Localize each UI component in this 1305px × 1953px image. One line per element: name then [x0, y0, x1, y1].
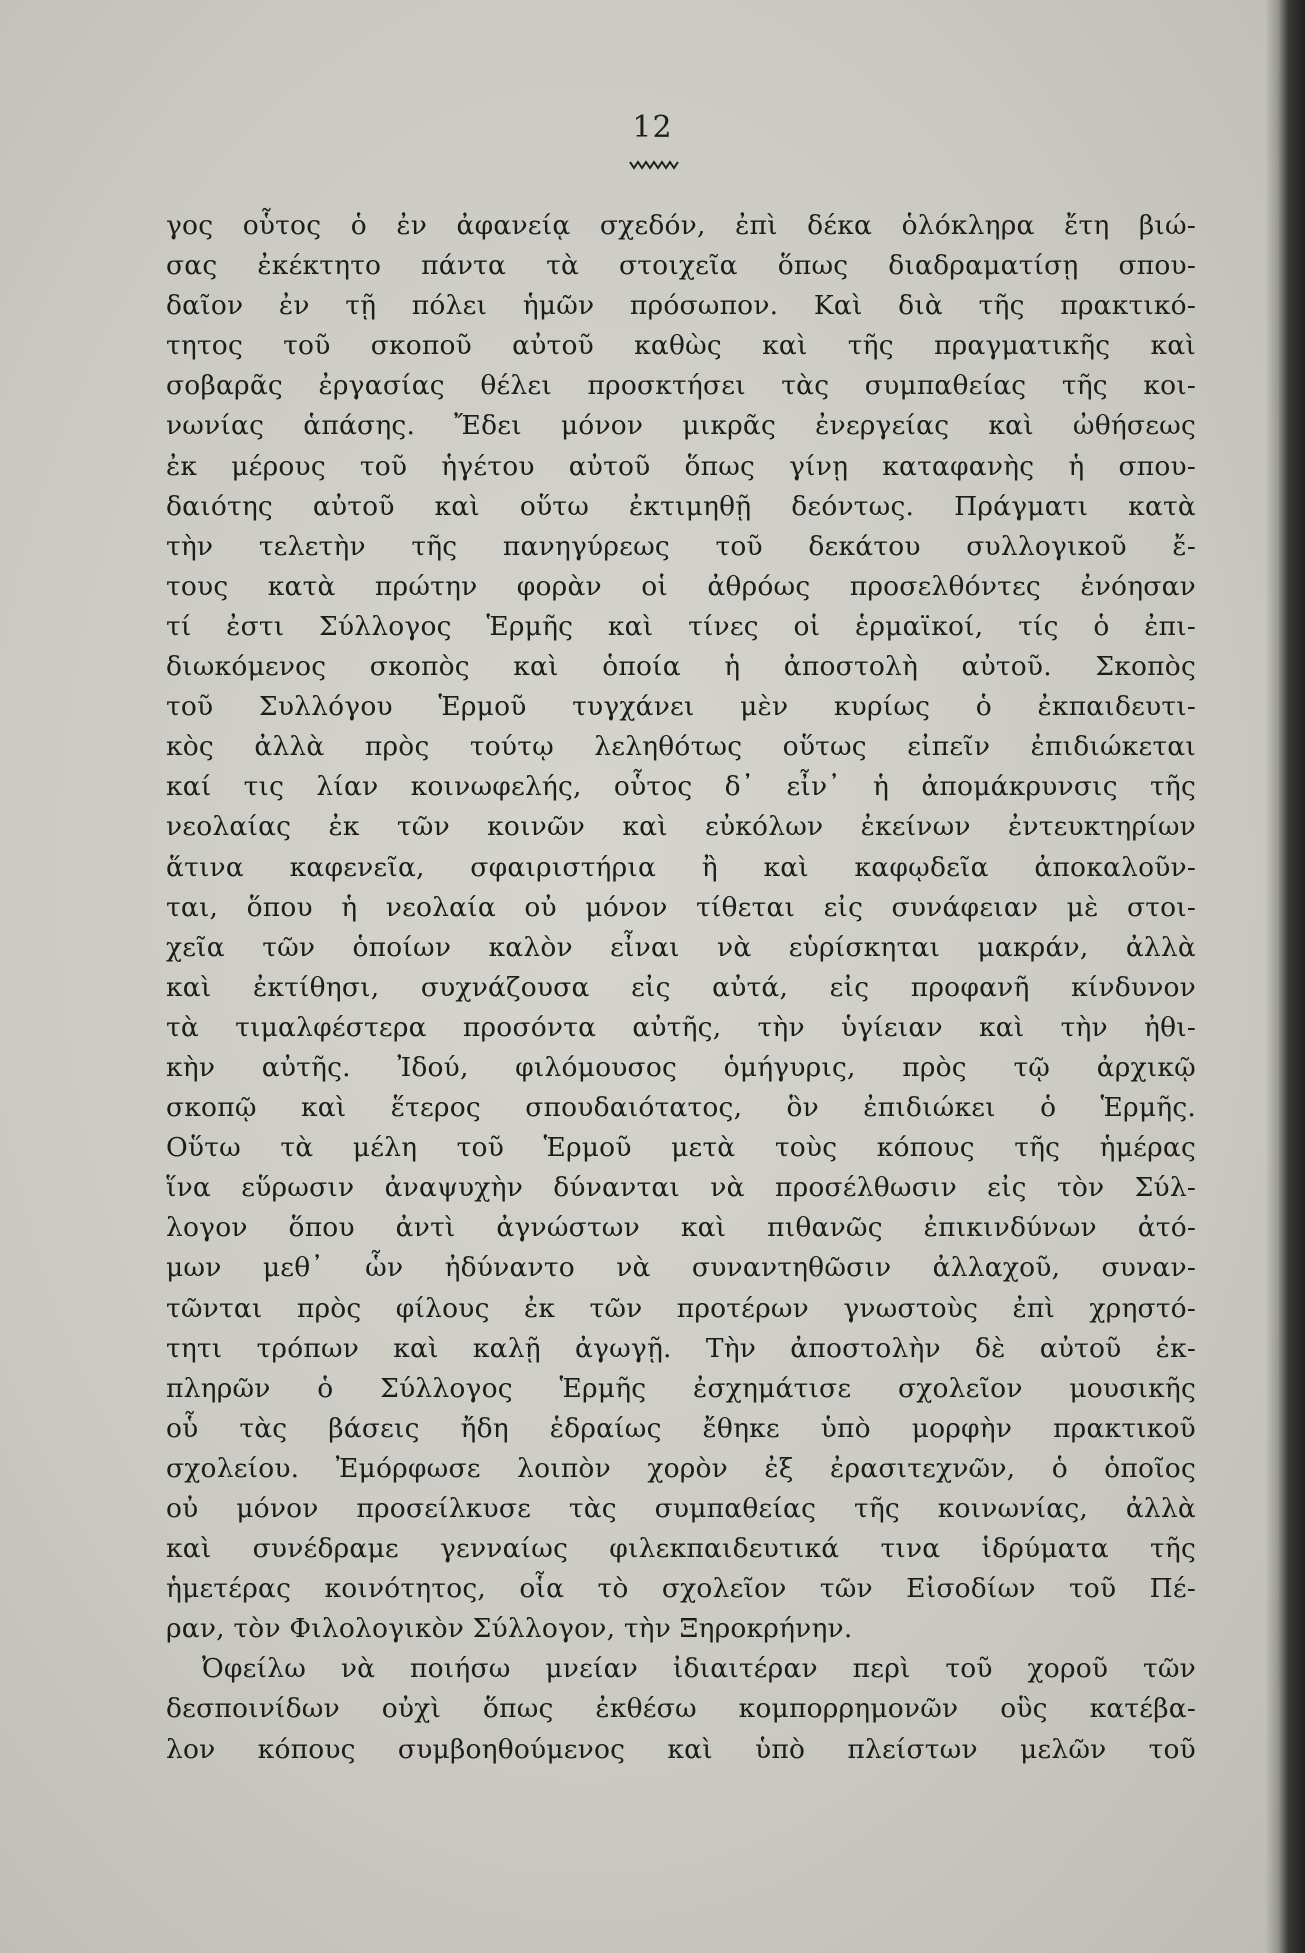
text-line: τους κατὰ πρώτην φορὰν οἱ ἀθρόως προσελθόντες ἐνόησαν: [166, 570, 1196, 602]
page-edge-shadow: [1265, 0, 1279, 1953]
text-line: τητι τρόπων καὶ καλῇ ἀγωγῇ. Τὴν ἀποστολὴν δὲ αὐτοῦ ἐκ-: [166, 1332, 1196, 1364]
text-line: ἐκ μέρους τοῦ ἡγέτου αὐτοῦ ὅπως γίνῃ καταφανὴς ἡ σπου-: [166, 450, 1196, 482]
text-line: ται, ὅπου ἡ νεολαία οὐ μόνον τίθεται εἰς συνάφειαν μὲ στοι-: [166, 891, 1196, 923]
wavy-rule-icon: [629, 158, 679, 170]
text-line: ἅτινα καφενεῖα, σφαιριστήρια ἢ καὶ καφῳδεῖα ἀποκαλοῦν-: [166, 851, 1196, 883]
text-line: μων μεθ᾿ ὧν ἠδύναντο νὰ συναντηθῶσιν ἀλλαχοῦ, συναν-: [166, 1252, 1196, 1284]
text-line: κὴν αὐτῆς. Ἰδού, φιλόμουσος ὁμήγυρις, πρὸς τῷ ἀρχικῷ: [166, 1051, 1196, 1083]
body-text: [166, 206, 1196, 1770]
text-line: ραν, τὸν Φιλολογικὸν Σύλλογον, τὴν Ξηροκρήνην.: [166, 1613, 853, 1645]
text-line: νωνίας ἁπάσης. Ἔδει μόνον μικρᾶς ἐνεργείας καὶ ὠθήσεως: [166, 410, 1196, 442]
text-line: πληρῶν ὁ Σύλλογος Ἑρμῆς ἐσχημάτισε σχολεῖον μουσικῆς: [166, 1372, 1196, 1404]
text-line: καὶ συνέδραμε γενναίως φιλεκπαιδευτικά τινα ἱδρύματα τῆς: [166, 1533, 1196, 1565]
text-line: κὸς ἀλλὰ πρὸς τούτῳ λεληθότως οὕτως εἰπεῖν ἐπιδιώκεται: [166, 731, 1196, 763]
text-line: σας ἐκέκτητο πάντα τὰ στοιχεῖα ὅπως διαδραματίσῃ σπου-: [166, 250, 1196, 282]
text-line: δεσποινίδων οὐχὶ ὅπως ἐκθέσω κομπορρημονῶν οὓς κατέβα-: [166, 1693, 1196, 1725]
text-line: τὴν τελετὴν τῆς πανηγύρεως τοῦ δεκάτου συλλογικοῦ ἔ-: [166, 530, 1196, 562]
text-line: δαιότης αὐτοῦ καὶ οὕτω ἐκτιμηθῇ δεόντως. Πράγματι κατὰ: [166, 490, 1196, 522]
text-line: λογον ὅπου ἀντὶ ἀγνώστων καὶ πιθανῶς ἐπικινδύνων ἀτό-: [166, 1212, 1196, 1244]
text-line: ἡμετέρας κοινότητος, οἷα τὸ σχολεῖον τῶν Εἰσοδίων τοῦ Πέ-: [166, 1573, 1196, 1605]
text-line: τῶνται πρὸς φίλους ἐκ τῶν προτέρων γνωστοὺς ἐπὶ χρηστό-: [166, 1292, 1196, 1324]
text-line: σχολείου. Ἐμόρφωσε λοιπὸν χορὸν ἐξ ἐρασιτεχνῶν, ὁ ὁποῖος: [166, 1452, 1196, 1484]
text-line: καί τις λίαν κοινωφελής, οὗτος δ᾿ εἶν᾿ ἡ ἀπομάκρυνσις τῆς: [166, 771, 1196, 803]
text-line: λον κόπους συμβοηθούμενος καὶ ὑπὸ πλείστων μελῶν τοῦ: [166, 1733, 1196, 1765]
text-line: ἵνα εὕρωσιν ἀναψυχὴν δύνανται νὰ προσέλθωσιν εἰς τὸν Σύλ-: [166, 1172, 1196, 1204]
text-line: οὗ τὰς βάσεις ἤδη ἑδραίως ἔθηκε ὑπὸ μορφὴν πρακτικοῦ: [166, 1412, 1196, 1444]
text-line: καὶ ἐκτίθησι, συχνάζουσα εἰς αὐτά, εἰς προφανῆ κίνδυνον: [166, 971, 1196, 1003]
text-line: σκοπῷ καὶ ἕτερος σπουδαιότατος, ὃν ἐπιδιώκει ὁ Ἑρμῆς.: [166, 1092, 1196, 1124]
text-line: σοβαρᾶς ἐργασίας θέλει προσκτήσει τὰς συμπαθείας τῆς κοι-: [166, 370, 1196, 402]
text-line: Οὕτω τὰ μέλη τοῦ Ἑρμοῦ μετὰ τοὺς κόπους τῆς ἡμέρας: [166, 1132, 1196, 1164]
text-line: τί ἐστι Σύλλογος Ἑρμῆς καὶ τίνες οἱ ἑρμαϊκοί, τίς ὁ ἐπι-: [166, 610, 1196, 642]
text-line: τὰ τιμαλφέστερα προσόντα αὐτῆς, τὴν ὑγίειαν καὶ τὴν ἠθι-: [166, 1011, 1196, 1043]
page-number: 12: [632, 110, 673, 145]
text-line: δαῖον ἐν τῇ πόλει ἡμῶν πρόσωπον. Καὶ διὰ τῆς πρακτικό-: [166, 290, 1196, 322]
text-line: χεῖα τῶν ὁποίων καλὸν εἶναι νὰ εὑρίσκηται μακράν, ἀλλὰ: [166, 931, 1196, 963]
text-line: Ὀφείλω νὰ ποιήσω μνείαν ἰδιαιτέραν περὶ τοῦ χοροῦ τῶν: [202, 1653, 1196, 1685]
text-line: τητος τοῦ σκοποῦ αὐτοῦ καθὼς καὶ τῆς πραγματικῆς καὶ: [166, 330, 1196, 362]
text-line: οὐ μόνον προσείλκυσε τὰς συμπαθείας τῆς κοινωνίας, ἀλλὰ: [166, 1493, 1196, 1524]
text-line: γος οὗτος ὁ ἐν ἀφανείᾳ σχεδόν, ἐπὶ δέκα ὁλόκληρα ἔτη βιώ-: [166, 210, 1196, 241]
binding-edge: [1279, 0, 1305, 1953]
text-line: νεολαίας ἐκ τῶν κοινῶν καὶ εὐκόλων ἐκείνων ἐντευκτηρίων: [166, 811, 1196, 843]
text-line: τοῦ Συλλόγου Ἑρμοῦ τυγχάνει μὲν κυρίως ὁ ἐκπαιδευτι-: [166, 691, 1196, 723]
text-line: διωκόμενος σκοπὸς καὶ ὁποία ἡ ἀποστολὴ αὐτοῦ. Σκοπὸς: [166, 651, 1196, 683]
